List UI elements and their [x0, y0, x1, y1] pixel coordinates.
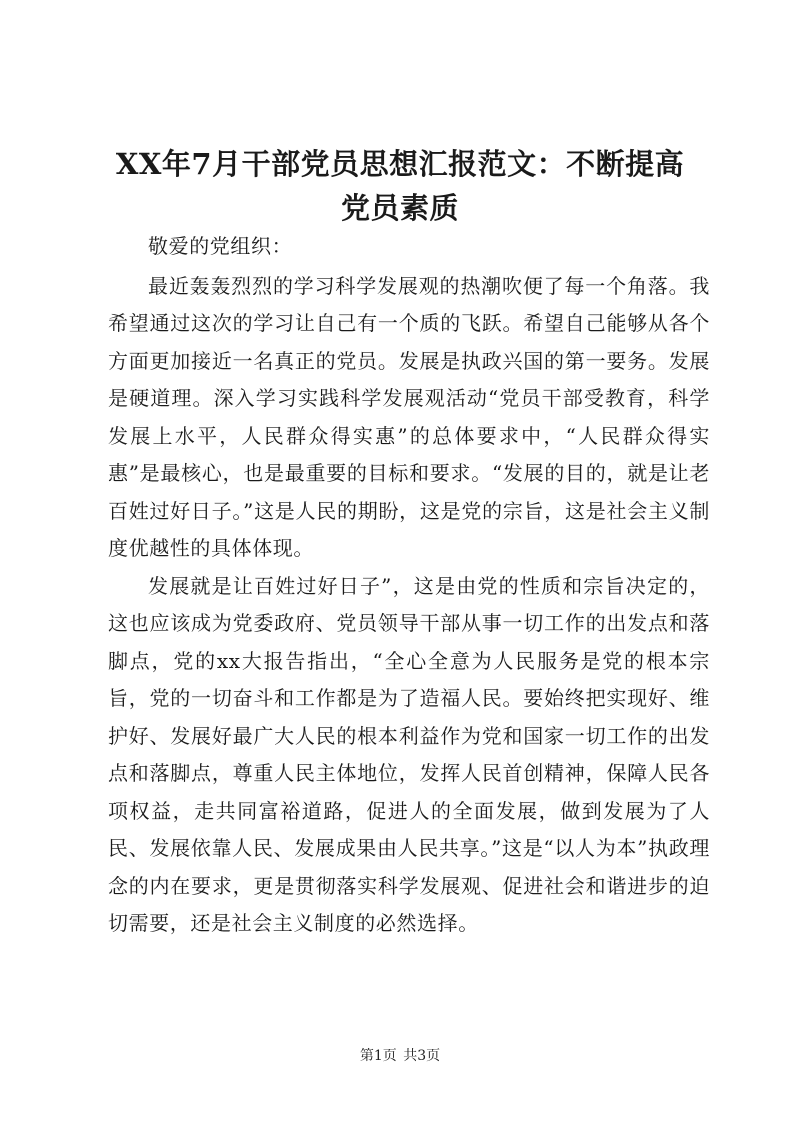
title-line-1: XX年7月干部党员思想汇报范文：不断提高: [115, 147, 685, 181]
page-footer: [0, 1047, 800, 1065]
paragraph-2: 发展就是让百姓过好日子”，这是由党的性质和宗旨决定的，这也应该成为党委政府、党员领导干部从事一切工作的出发点和落脚点，党的xx大报告指出，“全心全意为人民服务是党的根本宗旨，党的一切奋斗和工作都是为了造福人民。要始终把实现好、维护好、发展好最广大人民的根本利益作为党和国家一切工作的出发点和落脚点，尊重人民主体地位，发挥人民首创精神，保障人民各项权益，走共同富裕道路，促进人的全面发展，做到发展为了人民、发展依靠人民、发展成果由人民共享。”这是“以人为本”执政理念的内在要求，更是贯彻落实科学发展观、促进社会和谐进步的迫切需要，还是社会主义制度的必然选择。: [108, 573, 710, 935]
document-body: [108, 228, 710, 943]
title-line-2: 党员素质: [340, 191, 459, 225]
page-number: 第1页: [359, 1048, 397, 1064]
document-title: [100, 142, 700, 230]
page-total: 共3页: [403, 1048, 441, 1064]
salutation: 敬爱的党组织：: [148, 234, 293, 258]
paragraph-1: 最近轰轰烈烈的学习科学发展观的热潮吹便了每一个角落。我希望通过这次的学习让自己有一个质的飞跃。希望自己能够从各个方面更加接近一名真正的党员。发展是执政兴国的第一要务。发展是硬道理。深入学习实践科学发展观活动“党员干部受教育，科学发展上水平，人民群众得实惠”的总体要求中，“人民群众得实惠”是最核心，也是最重要的目标和要求。“发展的目的，就是让老百姓过好日子。”这是人民的期盼，这是党的宗旨，这是社会主义制度优越性的具体体现。: [108, 273, 710, 560]
